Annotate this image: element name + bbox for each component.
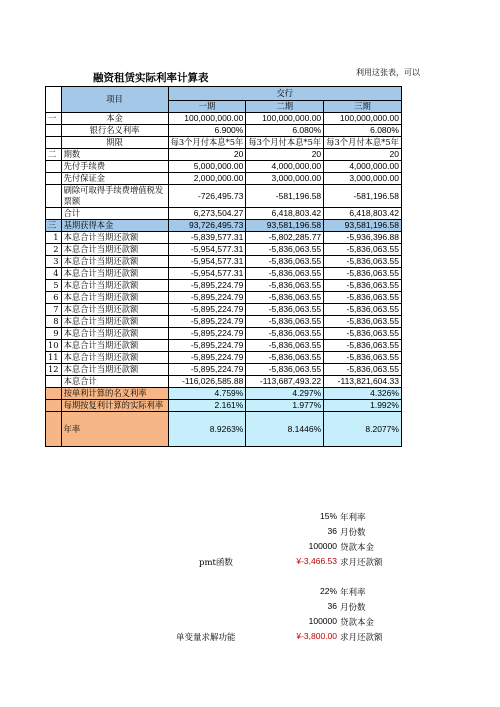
installment-number: 10	[46, 340, 62, 352]
row-label: 本息合计当期还款额	[61, 292, 168, 304]
cell[interactable]: -5,836,063.55	[324, 364, 402, 376]
cell[interactable]: -726,495.73	[168, 185, 246, 208]
cell[interactable]: 6.900%	[168, 125, 246, 137]
goalseek-rate[interactable]: 22%	[319, 586, 337, 596]
cell[interactable]: 20	[324, 149, 402, 161]
note-text: 利用这张表，可以	[356, 68, 420, 77]
cell[interactable]: 6,418,803.42	[324, 208, 402, 220]
cell[interactable]: -5,954,577.31	[168, 268, 246, 280]
cell[interactable]: 4.297%	[246, 388, 324, 400]
cell[interactable]: -116,026,585.88	[168, 376, 246, 388]
cell[interactable]: -5,836,063.55	[324, 280, 402, 292]
cell[interactable]: -5,836,063.55	[246, 244, 324, 256]
interest-total-row	[46, 376, 402, 388]
goalseek-loan-label: 贷款本金	[340, 618, 375, 628]
fee-row	[46, 161, 402, 173]
cell[interactable]: -5,836,063.55	[324, 268, 402, 280]
pmt-loan[interactable]: 100000	[308, 541, 337, 551]
installment-row	[46, 256, 402, 268]
row-label: 刷除可取得手续费增值税发票额	[61, 185, 168, 208]
cell[interactable]: 每3个月付本息*5年	[324, 137, 402, 149]
goalseek-loan[interactable]: 100000	[308, 616, 337, 626]
installment-row	[46, 328, 402, 340]
cell[interactable]: 6.080%	[324, 125, 402, 137]
pmt-months[interactable]: 36	[327, 526, 337, 536]
cell[interactable]: -581,196.58	[324, 185, 402, 208]
cell[interactable]: 6.080%	[246, 125, 324, 137]
row-label: 本息合计当期还款额	[61, 268, 168, 280]
cell[interactable]: 8.2077%	[324, 412, 402, 447]
cell[interactable]: 每3个月付本息*5年	[168, 137, 246, 149]
installment-row	[46, 352, 402, 364]
cell[interactable]: -5,836,063.55	[246, 340, 324, 352]
cell[interactable]: -5,836,063.55	[324, 304, 402, 316]
row-label: 本金	[61, 113, 168, 125]
installment-number: 3	[46, 256, 62, 268]
installment-number: 4	[46, 268, 62, 280]
row-label: 本息合计当期还款额	[61, 352, 168, 364]
row-label: 先付手续费	[61, 161, 168, 173]
cell[interactable]: 3,000,000.00	[246, 173, 324, 185]
cell[interactable]: 4.759%	[168, 388, 246, 400]
cell[interactable]: -5,836,063.55	[324, 244, 402, 256]
installment-row	[46, 292, 402, 304]
cell[interactable]: 20	[168, 149, 246, 161]
goalseek-result-label: 求月还款额	[340, 633, 383, 643]
cell[interactable]: -5,895,224.79	[168, 304, 246, 316]
cell[interactable]: -5,836,063.55	[246, 292, 324, 304]
installment-row	[46, 232, 402, 244]
installment-row	[46, 268, 402, 280]
cell[interactable]: 2,000,000.00	[168, 173, 246, 185]
pmt-result-label: 求月还款额	[340, 558, 383, 568]
period-1-header: 一期	[168, 101, 246, 113]
cell[interactable]: 100,000,000.00	[246, 113, 324, 125]
row-label: 每期按复利计算的实际利率	[61, 400, 168, 412]
cell[interactable]: -5,954,577.31	[168, 244, 246, 256]
row-label: 期数	[61, 149, 168, 161]
goalseek-months-label: 月份数	[340, 603, 366, 613]
term-row	[46, 137, 402, 149]
goalseek-result[interactable]: ¥-3,800.00	[296, 631, 337, 641]
row-label: 合计	[61, 208, 168, 220]
compound-rate-row	[46, 400, 402, 412]
section-1-marker: 一	[46, 113, 62, 125]
installment-number: 2	[46, 244, 62, 256]
subtotal-row	[46, 208, 402, 220]
rate-table	[45, 86, 402, 447]
goalseek-months[interactable]: 36	[327, 601, 337, 611]
row-label: 按单利计算的名义利率	[61, 388, 168, 400]
cell[interactable]: 93,581,196.58	[324, 220, 402, 232]
cell[interactable]: -5,895,224.79	[168, 280, 246, 292]
row-label: 本息合计当期还款额	[61, 304, 168, 316]
cell[interactable]: -113,821,604.33	[324, 376, 402, 388]
cell[interactable]: 8.9263%	[168, 412, 246, 447]
cell[interactable]: 3,000,000.00	[324, 173, 402, 185]
item-header: 项目	[61, 87, 168, 113]
goalseek-rate-label: 年利率	[340, 588, 366, 598]
cell[interactable]: -5,802,285.77	[246, 232, 324, 244]
installment-row	[46, 316, 402, 328]
vat-row	[46, 185, 402, 208]
cell[interactable]: -5,895,224.79	[168, 352, 246, 364]
principal-row	[46, 113, 402, 125]
installment-number: 7	[46, 304, 62, 316]
row-label: 本息合计当期还款额	[61, 328, 168, 340]
simple-rate-row	[46, 388, 402, 400]
cell[interactable]: 100,000,000.00	[168, 113, 246, 125]
cell[interactable]: 2.161%	[168, 400, 246, 412]
bank-header: 交行	[168, 87, 401, 101]
row-label: 本息合计当期还款额	[61, 244, 168, 256]
cell[interactable]: 4.326%	[324, 388, 402, 400]
goalseek-name: 单变量求解功能	[176, 633, 236, 643]
pmt-months-label: 月份数	[340, 528, 366, 538]
cell[interactable]: -5,895,224.79	[168, 364, 246, 376]
cell[interactable]: -113,687,493.22	[246, 376, 324, 388]
cell[interactable]: -5,836,063.55	[246, 280, 324, 292]
cell[interactable]: -5,895,224.79	[168, 292, 246, 304]
corner-cell	[46, 87, 62, 113]
installment-row	[46, 304, 402, 316]
cell[interactable]: 8.1446%	[246, 412, 324, 447]
cell[interactable]: 1.977%	[246, 400, 324, 412]
row-label: 期限	[61, 137, 168, 149]
installment-row	[46, 244, 402, 256]
cell[interactable]: 6,273,504.27	[168, 208, 246, 220]
installment-number: 9	[46, 328, 62, 340]
installment-rows	[46, 232, 402, 376]
installment-row	[46, 340, 402, 352]
installment-number: 6	[46, 292, 62, 304]
row-label: 基期获得本金	[61, 220, 168, 232]
cell[interactable]: 93,726,495.73	[168, 220, 246, 232]
pmt-rate-label: 年利率	[340, 513, 366, 523]
cell[interactable]: 6,418,803.42	[246, 208, 324, 220]
cell[interactable]: -5,836,063.55	[246, 328, 324, 340]
annual-rate-row	[46, 412, 402, 447]
installment-row	[46, 280, 402, 292]
installment-row	[46, 364, 402, 376]
installment-number: 8	[46, 316, 62, 328]
cell[interactable]: -5,895,224.79	[168, 340, 246, 352]
period-2-header: 二期	[246, 101, 324, 113]
installment-number: 11	[46, 352, 62, 364]
net-principal-row	[46, 220, 402, 232]
cell[interactable]: 4,000,000.00	[324, 161, 402, 173]
row-label: 本息合计	[61, 376, 168, 388]
count-row	[46, 149, 402, 161]
cell[interactable]: -5,936,396.88	[324, 232, 402, 244]
row-label: 本息合计当期还款额	[61, 280, 168, 292]
cell[interactable]: 1.992%	[324, 400, 402, 412]
cell[interactable]: -5,954,577.31	[168, 256, 246, 268]
section-2-marker: 二	[46, 149, 62, 161]
cell[interactable]: -5,836,063.55	[246, 256, 324, 268]
nominal-rate-row	[46, 125, 402, 137]
pmt-rate[interactable]: 15%	[319, 511, 337, 521]
pmt-result[interactable]: ¥-3,466.53	[296, 556, 337, 566]
row-label: 本息合计当期还款额	[61, 232, 168, 244]
deposit-row	[46, 173, 402, 185]
cell[interactable]: -581,196.58	[246, 185, 324, 208]
pmt-name: pmt函数	[199, 558, 233, 568]
cell[interactable]: -5,836,063.55	[324, 328, 402, 340]
cell[interactable]: -5,895,224.79	[168, 328, 246, 340]
cell[interactable]: -5,836,063.55	[324, 292, 402, 304]
cell[interactable]: -5,836,063.55	[324, 352, 402, 364]
period-3-header: 三期	[324, 101, 402, 113]
section-3-marker: 三	[46, 220, 62, 232]
installment-number: 5	[46, 280, 62, 292]
row-label: 本息合计当期还款额	[61, 364, 168, 376]
cell[interactable]: -5,836,063.55	[324, 316, 402, 328]
cell[interactable]: -5,836,063.55	[246, 352, 324, 364]
cell[interactable]: 5,000,000.00	[168, 161, 246, 173]
row-label: 本息合计当期还款额	[61, 256, 168, 268]
row-label: 先付保证金	[61, 173, 168, 185]
cell[interactable]: 93,581,196.58	[246, 220, 324, 232]
installment-number: 12	[46, 364, 62, 376]
sheet-title: 融资租赁实际利率计算表	[93, 72, 209, 84]
cell[interactable]: -5,836,063.55	[324, 340, 402, 352]
row-label: 本息合计当期还款额	[61, 340, 168, 352]
pmt-loan-label: 贷款本金	[340, 543, 375, 553]
cell[interactable]: -5,836,063.55	[246, 268, 324, 280]
cell[interactable]: -5,895,224.79	[168, 316, 246, 328]
row-label: 年率	[61, 412, 168, 447]
cell[interactable]: -5,836,063.55	[324, 256, 402, 268]
row-label: 本息合计当期还款额	[61, 316, 168, 328]
cell[interactable]: 20	[246, 149, 324, 161]
cell[interactable]: 每3个月付本息*5年	[246, 137, 324, 149]
cell[interactable]: 100,000,000.00	[324, 113, 402, 125]
cell[interactable]: 4,000,000.00	[246, 161, 324, 173]
cell[interactable]: -5,839,577.31	[168, 232, 246, 244]
cell[interactable]: -5,836,063.55	[246, 364, 324, 376]
row-label: 银行名义利率	[61, 125, 168, 137]
cell[interactable]: -5,836,063.55	[246, 304, 324, 316]
installment-number: 1	[46, 232, 62, 244]
cell[interactable]: -5,836,063.55	[246, 316, 324, 328]
